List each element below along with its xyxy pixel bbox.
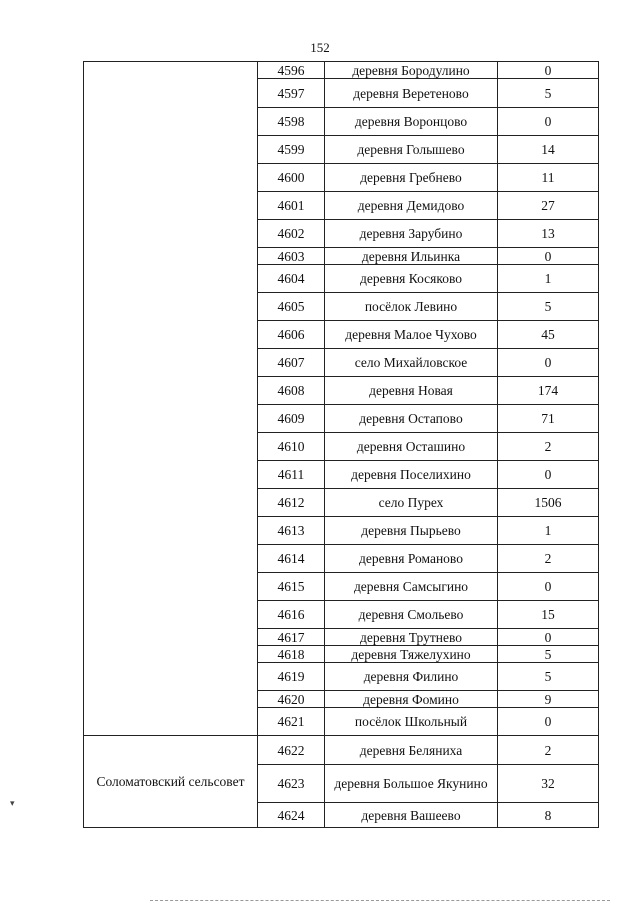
settlement-name-cell: посёлок Школьный — [325, 708, 498, 736]
settlement-id-cell: 4609 — [258, 405, 325, 433]
population-cell: 1 — [498, 517, 599, 545]
settlement-name-cell: деревня Косяково — [325, 265, 498, 293]
population-cell: 0 — [498, 573, 599, 601]
population-cell: 5 — [498, 293, 599, 321]
settlement-id-cell: 4611 — [258, 461, 325, 489]
population-cell: 71 — [498, 405, 599, 433]
settlement-name-cell: деревня Большое Якунино — [325, 765, 498, 803]
settlement-id-cell: 4598 — [258, 108, 325, 136]
population-cell: 2 — [498, 433, 599, 461]
table-row — [84, 736, 599, 765]
population-cell: 11 — [498, 164, 599, 192]
population-cell: 0 — [498, 708, 599, 736]
settlement-id-cell: 4602 — [258, 220, 325, 248]
settlement-name-cell: деревня Поселихино — [325, 461, 498, 489]
population-cell: 15 — [498, 601, 599, 629]
table-row — [84, 62, 599, 79]
settlement-id-cell: 4614 — [258, 545, 325, 573]
population-cell: 0 — [498, 108, 599, 136]
settlement-id-cell: 4613 — [258, 517, 325, 545]
settlement-id-cell: 4612 — [258, 489, 325, 517]
settlement-id-cell: 4617 — [258, 629, 325, 646]
settlement-id-cell: 4618 — [258, 646, 325, 663]
population-cell: 9 — [498, 691, 599, 708]
settlement-name-cell: деревня Пырьево — [325, 517, 498, 545]
population-cell: 2 — [498, 736, 599, 765]
settlement-name-cell: деревня Самсыгино — [325, 573, 498, 601]
settlement-name-cell: деревня Новая — [325, 377, 498, 405]
settlement-id-cell: 4606 — [258, 321, 325, 349]
population-cell: 1 — [498, 265, 599, 293]
settlement-id-cell: 4616 — [258, 601, 325, 629]
settlement-id-cell: 4607 — [258, 349, 325, 377]
settlement-name-cell: деревня Фомино — [325, 691, 498, 708]
settlement-id-cell: 4622 — [258, 736, 325, 765]
settlement-name-cell: деревня Вашеево — [325, 803, 498, 828]
settlement-name-cell: село Михайловское — [325, 349, 498, 377]
population-cell: 0 — [498, 461, 599, 489]
settlement-name-cell: деревня Веретеново — [325, 79, 498, 108]
settlement-name-cell: деревня Филино — [325, 663, 498, 691]
settlement-id-cell: 4603 — [258, 248, 325, 265]
settlement-name-cell: деревня Остапово — [325, 405, 498, 433]
settlement-name-cell: деревня Демидово — [325, 192, 498, 220]
settlement-name-cell: деревня Осташино — [325, 433, 498, 461]
settlement-name-cell: деревня Малое Чухово — [325, 321, 498, 349]
settlement-name-cell: деревня Тяжелухино — [325, 646, 498, 663]
population-cell: 13 — [498, 220, 599, 248]
population-cell: 45 — [498, 321, 599, 349]
settlement-name-cell: деревня Беляниха — [325, 736, 498, 765]
settlement-name-cell: деревня Романово — [325, 545, 498, 573]
settlement-id-cell: 4619 — [258, 663, 325, 691]
settlement-id-cell: 4599 — [258, 136, 325, 164]
population-cell: 1506 — [498, 489, 599, 517]
settlement-name-cell: посёлок Левино — [325, 293, 498, 321]
population-cell: 32 — [498, 765, 599, 803]
settlement-id-cell: 4601 — [258, 192, 325, 220]
settlement-name-cell: деревня Бородулино — [325, 62, 498, 79]
scan-artifact-mark: ▾ — [10, 798, 15, 808]
settlement-name-cell: деревня Зарубино — [325, 220, 498, 248]
settlement-name-cell: село Пурех — [325, 489, 498, 517]
settlement-name-cell: деревня Воронцово — [325, 108, 498, 136]
population-cell: 14 — [498, 136, 599, 164]
settlement-id-cell: 4604 — [258, 265, 325, 293]
settlement-id-cell: 4621 — [258, 708, 325, 736]
population-cell: 8 — [498, 803, 599, 828]
population-cell: 174 — [498, 377, 599, 405]
population-cell: 2 — [498, 545, 599, 573]
settlement-id-cell: 4623 — [258, 765, 325, 803]
population-cell: 0 — [498, 248, 599, 265]
settlement-name-cell: деревня Гребнево — [325, 164, 498, 192]
settlements-table-body — [84, 62, 599, 828]
settlement-id-cell: 4610 — [258, 433, 325, 461]
population-cell: 0 — [498, 62, 599, 79]
settlement-id-cell: 4596 — [258, 62, 325, 79]
settlements-table — [83, 61, 599, 828]
settlement-id-cell: 4615 — [258, 573, 325, 601]
settlement-id-cell: 4620 — [258, 691, 325, 708]
population-cell: 5 — [498, 646, 599, 663]
page-number: 152 — [310, 40, 330, 55]
district-name-cell: Соломатовский сельсовет — [84, 736, 258, 828]
settlement-name-cell: деревня Голышево — [325, 136, 498, 164]
settlement-name-cell: деревня Смольево — [325, 601, 498, 629]
scan-edge-artifact — [150, 900, 610, 903]
settlement-name-cell: деревня Трутнево — [325, 629, 498, 646]
settlement-id-cell: 4624 — [258, 803, 325, 828]
population-cell: 0 — [498, 629, 599, 646]
population-cell: 5 — [498, 79, 599, 108]
settlement-id-cell: 4608 — [258, 377, 325, 405]
population-cell: 27 — [498, 192, 599, 220]
settlement-id-cell: 4605 — [258, 293, 325, 321]
settlement-name-cell: деревня Ильинка — [325, 248, 498, 265]
settlement-id-cell: 4597 — [258, 79, 325, 108]
settlement-id-cell: 4600 — [258, 164, 325, 192]
district-name-cell — [84, 62, 258, 736]
population-cell: 5 — [498, 663, 599, 691]
population-cell: 0 — [498, 349, 599, 377]
